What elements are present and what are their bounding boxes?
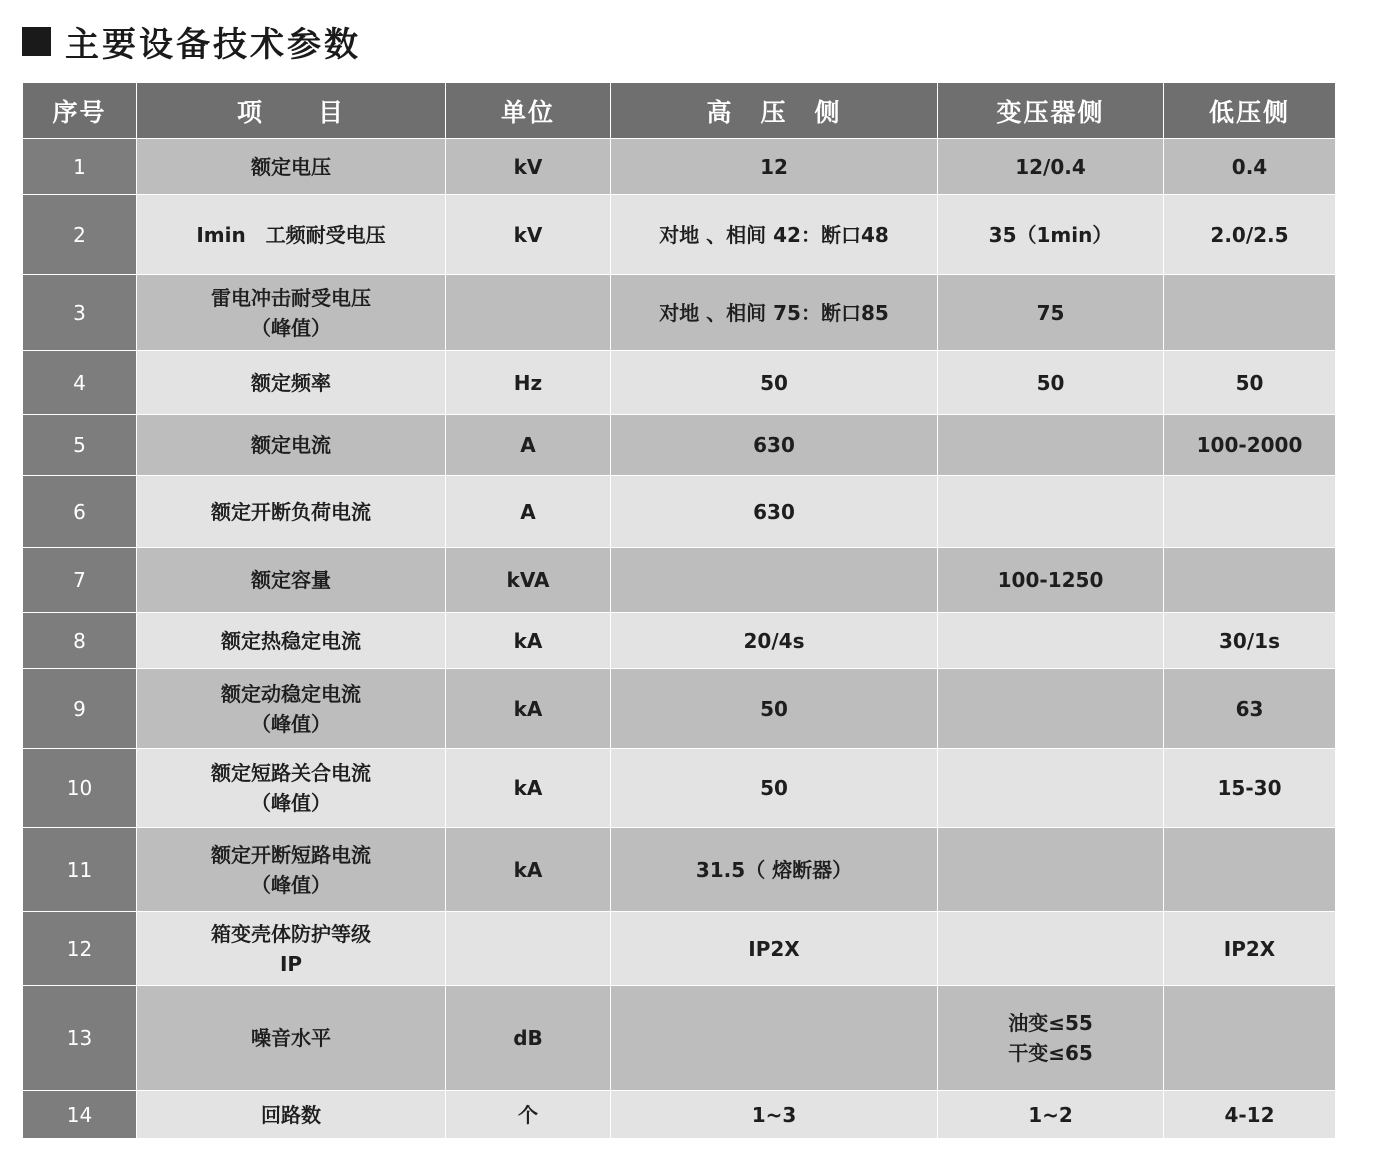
row-lv-value (1164, 986, 1336, 1091)
row-unit: kA (446, 749, 611, 828)
row-number: 14 (23, 1091, 137, 1139)
row-item: 额定热稳定电流 (137, 613, 446, 669)
table-row (23, 139, 1336, 195)
header-no: 序号 (23, 83, 137, 139)
row-transformer-value: 油变≤55 干变≤65 (938, 986, 1164, 1091)
row-lv-value: 63 (1164, 669, 1336, 749)
row-unit: kVA (446, 548, 611, 613)
header-item: 项 目 (137, 83, 446, 139)
row-hv-value: 50 (611, 669, 938, 749)
table-row (23, 613, 1336, 669)
row-lv-value: 2.0/2.5 (1164, 195, 1336, 275)
row-number: 12 (23, 912, 137, 986)
row-number: 7 (23, 548, 137, 613)
row-lv-value: 15-30 (1164, 749, 1336, 828)
table-row (23, 275, 1336, 351)
header-lv-side: 低压侧 (1164, 83, 1336, 139)
row-transformer-value (938, 669, 1164, 749)
row-hv-value: 1~3 (611, 1091, 938, 1139)
row-number: 11 (23, 828, 137, 912)
row-transformer-value: 1~2 (938, 1091, 1164, 1139)
row-number: 3 (23, 275, 137, 351)
row-lv-value: 30/1s (1164, 613, 1336, 669)
row-hv-value: 对地 、相间 75：断口85 (611, 275, 938, 351)
specs-table (22, 82, 1336, 1139)
table-row (23, 476, 1336, 548)
row-hv-value: 12 (611, 139, 938, 195)
row-number: 10 (23, 749, 137, 828)
row-item: 回路数 (137, 1091, 446, 1139)
table-row (23, 828, 1336, 912)
row-lv-value (1164, 828, 1336, 912)
row-transformer-value (938, 828, 1164, 912)
row-transformer-value (938, 476, 1164, 548)
table-row (23, 912, 1336, 986)
row-lv-value: 50 (1164, 351, 1336, 415)
row-item: Imin 工频耐受电压 (137, 195, 446, 275)
title-text: 主要设备技术参数 (65, 24, 361, 65)
row-hv-value: 630 (611, 415, 938, 476)
row-hv-value: IP2X (611, 912, 938, 986)
row-number: 9 (23, 669, 137, 749)
row-number: 13 (23, 986, 137, 1091)
row-number: 2 (23, 195, 137, 275)
row-hv-value: 50 (611, 351, 938, 415)
row-item: 箱变壳体防护等级 IP (137, 912, 446, 986)
row-item: 额定容量 (137, 548, 446, 613)
row-item: 雷电冲击耐受电压 （峰值） (137, 275, 446, 351)
row-lv-value: 0.4 (1164, 139, 1336, 195)
row-hv-value: 50 (611, 749, 938, 828)
row-transformer-value: 75 (938, 275, 1164, 351)
table-row (23, 669, 1336, 749)
row-lv-value: 100-2000 (1164, 415, 1336, 476)
table-row (23, 548, 1336, 613)
table-row (23, 749, 1336, 828)
row-transformer-value: 50 (938, 351, 1164, 415)
row-item: 额定开断负荷电流 (137, 476, 446, 548)
row-transformer-value (938, 415, 1164, 476)
row-hv-value: 20/4s (611, 613, 938, 669)
row-lv-value (1164, 275, 1336, 351)
row-transformer-value: 100-1250 (938, 548, 1164, 613)
table-row (23, 1091, 1336, 1139)
row-hv-value: 对地 、相间 42：断口48 (611, 195, 938, 275)
row-unit: kA (446, 828, 611, 912)
row-hv-value (611, 986, 938, 1091)
row-number: 8 (23, 613, 137, 669)
table-row (23, 351, 1336, 415)
row-item: 额定开断短路电流 （峰值） (137, 828, 446, 912)
row-transformer-value: 35（1min） (938, 195, 1164, 275)
row-item: 额定电压 (137, 139, 446, 195)
row-lv-value: 4-12 (1164, 1091, 1336, 1139)
row-unit: kA (446, 613, 611, 669)
row-unit: A (446, 415, 611, 476)
row-number: 4 (23, 351, 137, 415)
row-unit: kV (446, 195, 611, 275)
table-header-row (23, 83, 1336, 139)
row-number: 5 (23, 415, 137, 476)
row-item: 额定短路关合电流 （峰值） (137, 749, 446, 828)
row-unit (446, 912, 611, 986)
row-unit: 个 (446, 1091, 611, 1139)
row-unit: kV (446, 139, 611, 195)
row-unit: dB (446, 986, 611, 1091)
row-hv-value: 31.5（ 熔断器） (611, 828, 938, 912)
header-hv-side: 高 压 侧 (611, 83, 938, 139)
header-unit: 单位 (446, 83, 611, 139)
row-unit: Hz (446, 351, 611, 415)
table-row (23, 986, 1336, 1091)
row-unit: A (446, 476, 611, 548)
row-hv-value (611, 548, 938, 613)
header-transformer-side: 变压器侧 (938, 83, 1164, 139)
row-item: 额定电流 (137, 415, 446, 476)
row-transformer-value (938, 749, 1164, 828)
row-transformer-value (938, 613, 1164, 669)
table-row (23, 415, 1336, 476)
row-number: 6 (23, 476, 137, 548)
row-lv-value: IP2X (1164, 912, 1336, 986)
page-title (22, 18, 361, 64)
row-unit (446, 275, 611, 351)
row-lv-value (1164, 476, 1336, 548)
row-hv-value: 630 (611, 476, 938, 548)
row-item: 额定动稳定电流 （峰值） (137, 669, 446, 749)
row-transformer-value (938, 912, 1164, 986)
row-transformer-value: 12/0.4 (938, 139, 1164, 195)
row-item: 额定频率 (137, 351, 446, 415)
row-number: 1 (23, 139, 137, 195)
row-item: 噪音水平 (137, 986, 446, 1091)
title-square-icon (22, 27, 51, 56)
table-row (23, 195, 1336, 275)
row-lv-value (1164, 548, 1336, 613)
row-unit: kA (446, 669, 611, 749)
